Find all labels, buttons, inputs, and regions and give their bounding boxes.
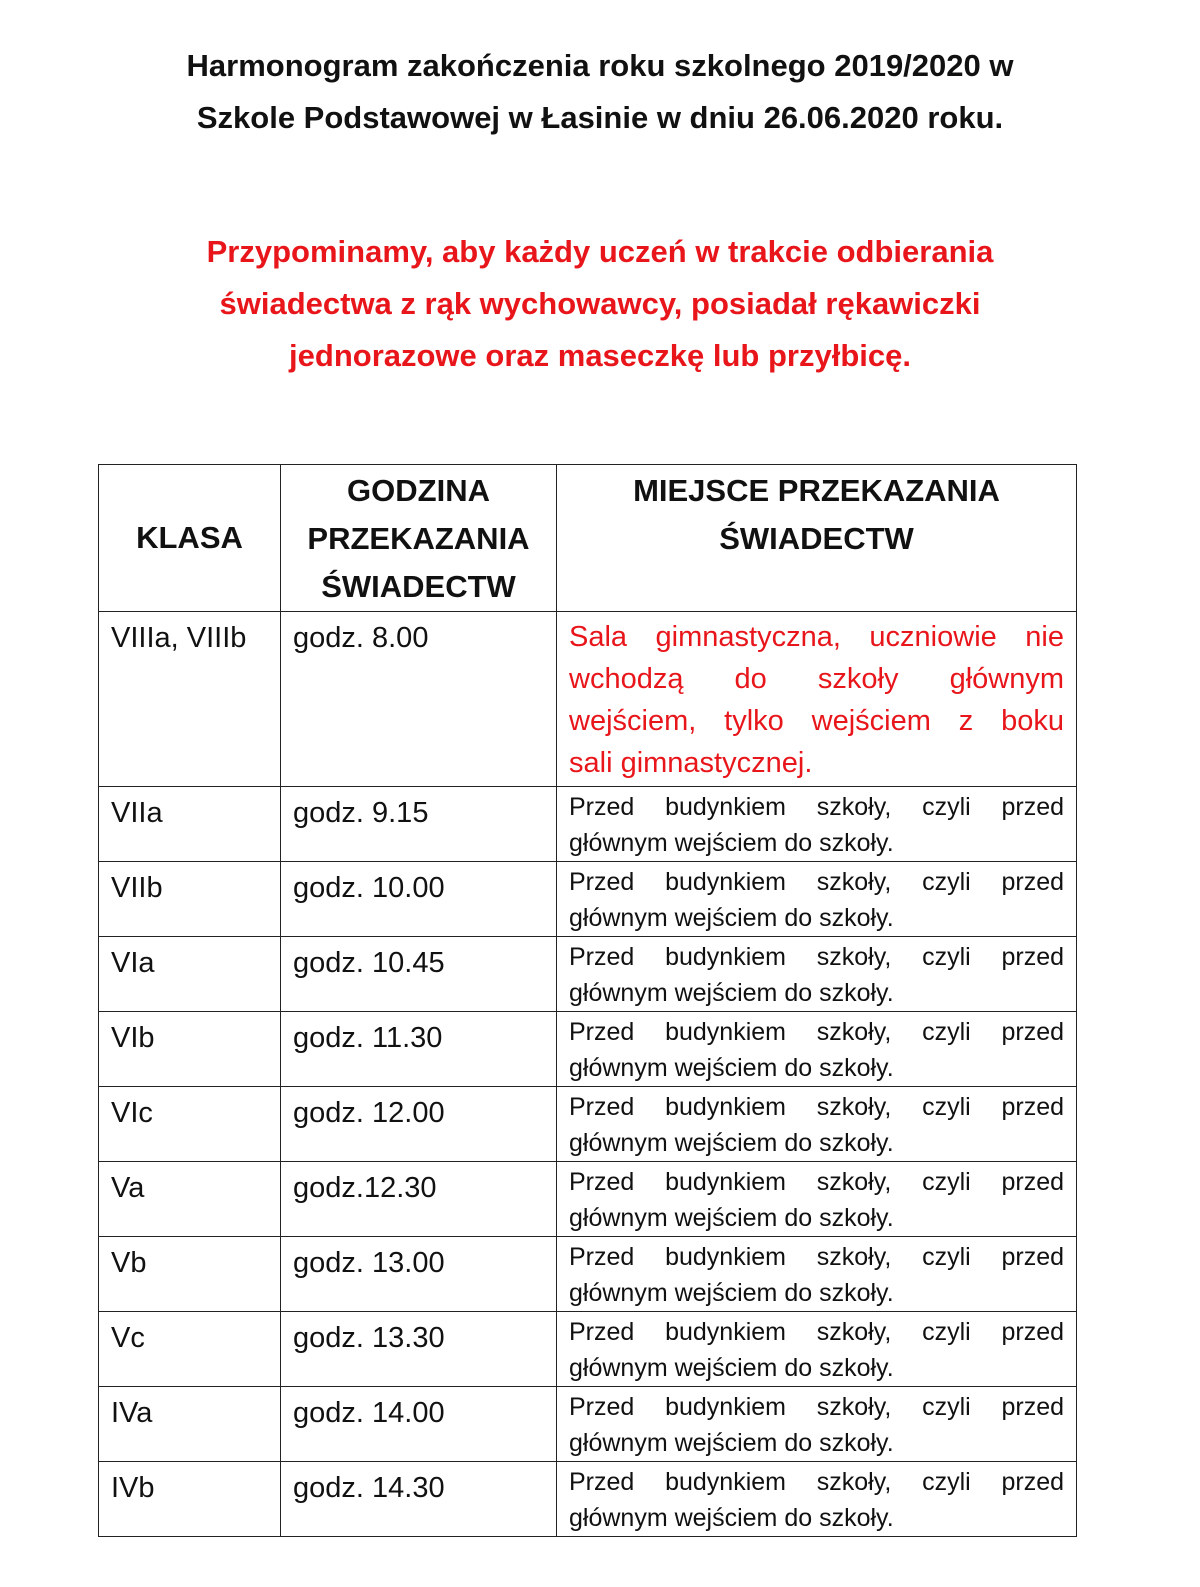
cell-miejsce [557, 1462, 1077, 1537]
schedule-table [98, 464, 1077, 1537]
cell-godzina: godz. 11.30 [281, 1012, 557, 1087]
table-row [99, 937, 1077, 1012]
cell-miejsce [557, 937, 1077, 1012]
cell-klasa: VIIIa, VIIIb [99, 612, 281, 787]
cell-miejsce [557, 1162, 1077, 1237]
cell-miejsce-line: głównym wejściem do szkoły. [569, 1279, 894, 1307]
notice-line: jednorazowe oraz maseczkę lub przyłbicę. [289, 338, 911, 373]
table-row [99, 1237, 1077, 1312]
cell-miejsce-line: Przed budynkiem szkoły, czyli przed [569, 1468, 1064, 1496]
header-godzina-line: PRZEKAZANIA [307, 521, 530, 556]
cell-godzina: godz.12.30 [281, 1162, 557, 1237]
cell-klasa: Vb [99, 1237, 281, 1312]
table-row [99, 787, 1077, 862]
notice-line: Przypominamy, aby każdy uczeń w trakcie odbierania [206, 234, 994, 269]
table-row [99, 1387, 1077, 1462]
cell-miejsce-line: głównym wejściem do szkoły. [569, 1054, 894, 1082]
notice-line: świadectwa z rąk wychowawcy, posiadał rękawiczki [219, 286, 981, 321]
header-klasa [99, 465, 281, 612]
cell-miejsce-line: Przed budynkiem szkoły, czyli przed [569, 868, 1064, 896]
cell-miejsce-line: głównym wejściem do szkoły. [569, 829, 894, 857]
cell-miejsce [557, 1312, 1077, 1387]
table-row [99, 862, 1077, 937]
header-miejsce-line: MIEJSCE PRZEKAZANIA [633, 473, 1000, 508]
header-godzina-line: ŚWIADECTW [321, 569, 516, 604]
cell-miejsce-line: głównym wejściem do szkoły. [569, 904, 894, 932]
cell-miejsce-line: Sala gimnastyczna, uczniowie nie [569, 621, 1064, 653]
cell-miejsce-line: Przed budynkiem szkoły, czyli przed [569, 1393, 1064, 1421]
title-line: Harmonogram zakończenia roku szkolnego 2019/2020 w [186, 48, 1014, 83]
cell-klasa: Vc [99, 1312, 281, 1387]
cell-miejsce-line: wejściem, tylko wejściem z boku [569, 705, 1064, 737]
table-header-row [99, 465, 1077, 612]
reminder-notice [100, 226, 1100, 382]
cell-miejsce-line: głównym wejściem do szkoły. [569, 979, 894, 1007]
cell-godzina: godz. 10.45 [281, 937, 557, 1012]
cell-godzina: godz. 12.00 [281, 1087, 557, 1162]
cell-miejsce-line: głównym wejściem do szkoły. [569, 1204, 894, 1232]
document-title [100, 40, 1100, 144]
cell-miejsce [557, 1012, 1077, 1087]
cell-klasa: VIa [99, 937, 281, 1012]
cell-miejsce [557, 787, 1077, 862]
header-godzina-line: GODZINA [347, 473, 490, 508]
cell-klasa: VIb [99, 1012, 281, 1087]
table-row [99, 1312, 1077, 1387]
cell-miejsce-line: głównym wejściem do szkoły. [569, 1129, 894, 1157]
cell-klasa: IVb [99, 1462, 281, 1537]
cell-miejsce-line: sali gimnastycznej. [569, 747, 813, 779]
cell-miejsce [557, 862, 1077, 937]
header-klasa-label: KLASA [136, 520, 243, 555]
header-godzina [281, 465, 557, 612]
cell-miejsce [557, 1387, 1077, 1462]
cell-godzina: godz. 13.30 [281, 1312, 557, 1387]
cell-miejsce-line: głównym wejściem do szkoły. [569, 1354, 894, 1382]
cell-miejsce-line: Przed budynkiem szkoły, czyli przed [569, 793, 1064, 821]
cell-klasa: VIIb [99, 862, 281, 937]
table-row [99, 1087, 1077, 1162]
header-miejsce [557, 465, 1077, 612]
cell-miejsce [557, 1087, 1077, 1162]
table-row [99, 612, 1077, 787]
cell-miejsce-line: Przed budynkiem szkoły, czyli przed [569, 1168, 1064, 1196]
cell-klasa: VIc [99, 1087, 281, 1162]
cell-godzina: godz. 14.30 [281, 1462, 557, 1537]
cell-godzina: godz. 14.00 [281, 1387, 557, 1462]
header-miejsce-line: ŚWIADECTW [719, 521, 914, 556]
cell-miejsce-line: Przed budynkiem szkoły, czyli przed [569, 943, 1064, 971]
table-row [99, 1162, 1077, 1237]
cell-miejsce-line: Przed budynkiem szkoły, czyli przed [569, 1018, 1064, 1046]
table-row [99, 1012, 1077, 1087]
cell-miejsce-line: głównym wejściem do szkoły. [569, 1504, 894, 1532]
cell-miejsce-line: głównym wejściem do szkoły. [569, 1429, 894, 1457]
cell-godzina: godz. 10.00 [281, 862, 557, 937]
table-row [99, 1462, 1077, 1537]
cell-klasa: IVa [99, 1387, 281, 1462]
cell-godzina: godz. 9.15 [281, 787, 557, 862]
title-line: Szkole Podstawowej w Łasinie w dniu 26.06.2020 roku. [196, 100, 1004, 135]
cell-miejsce-line: Przed budynkiem szkoły, czyli przed [569, 1243, 1064, 1271]
cell-klasa: Va [99, 1162, 281, 1237]
cell-miejsce-line: Przed budynkiem szkoły, czyli przed [569, 1093, 1064, 1121]
schedule-body [99, 612, 1077, 1537]
cell-miejsce-line: wchodzą do szkoły głównym [569, 663, 1064, 695]
cell-miejsce-line: Przed budynkiem szkoły, czyli przed [569, 1318, 1064, 1346]
cell-godzina: godz. 13.00 [281, 1237, 557, 1312]
cell-klasa: VIIa [99, 787, 281, 862]
cell-godzina: godz. 8.00 [281, 612, 557, 787]
cell-miejsce [557, 612, 1077, 787]
cell-miejsce [557, 1237, 1077, 1312]
